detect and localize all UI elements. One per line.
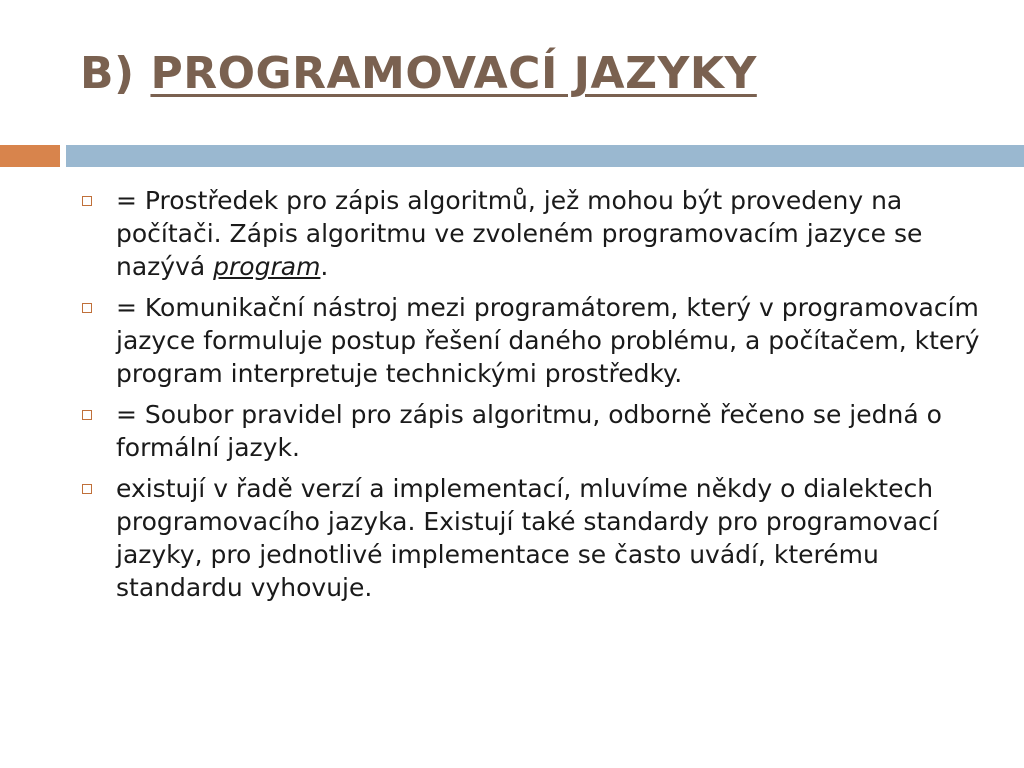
bullet-item (80, 398, 980, 464)
square-bullet-icon (82, 303, 92, 313)
bullet-text-end: . (320, 252, 329, 281)
bullet-item (80, 291, 980, 390)
bullet-text: = Soubor pravidel pro zápis algoritmu, odborně řečeno se jedná o formální jazyk. (116, 400, 942, 462)
title-prefix: B) (80, 48, 151, 99)
bullet-term: program (213, 252, 321, 281)
accent-bar-orange (0, 145, 60, 167)
square-bullet-icon (82, 196, 92, 206)
bullet-text: = Prostředek pro zápis algoritmů, jež mohou být provedeny na počítači. Zápis algoritmu ve zvoleném programovacím jazyce se nazývá (116, 186, 923, 281)
bullet-text: = Komunikační nástroj mezi programátorem, který v programovacím jazyce formuluje postup řešení daného problému, a počítačem, který program interpretuje technickými prostředky. (116, 293, 980, 388)
title-main: PROGRAMOVACÍ JAZYKY (150, 48, 757, 99)
bullet-item (80, 472, 980, 604)
bullet-list (80, 184, 980, 612)
bullet-item (80, 184, 980, 283)
square-bullet-icon (82, 410, 92, 420)
bullet-text: existují v řadě verzí a implementací, mluvíme někdy o dialektech programovacího jazyka. Existují také standardy pro programovací jazyky, pro jednotlivé implementace se často uvádí, kterému standardu vyhovuje. (116, 474, 939, 602)
square-bullet-icon (82, 484, 92, 494)
slide-title (80, 48, 757, 99)
accent-bar-blue (66, 145, 1024, 167)
